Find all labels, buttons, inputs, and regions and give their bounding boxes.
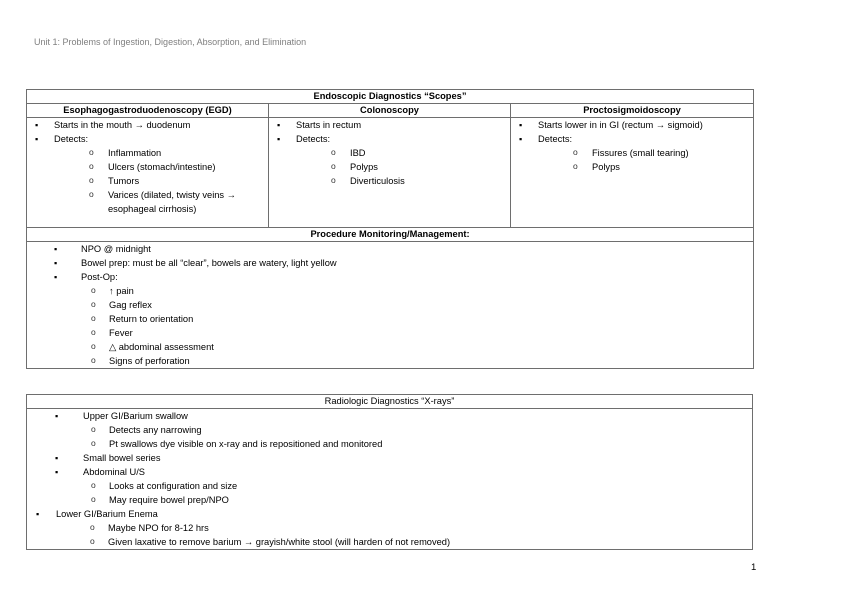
radiologic-title: Radiologic Diagnostics “X-rays” [27, 395, 753, 409]
list-item: o Inflammation [27, 146, 268, 160]
list-item: o Detects any narrowing [27, 423, 752, 437]
egd-list [27, 118, 268, 216]
list-item: o Pt swallows dye visible on x-ray and is repositioned and monitored [27, 437, 752, 451]
endoscopic-diagnostics-table [26, 89, 754, 369]
monitoring-cell [27, 242, 754, 369]
list-item: ▪ Upper GI/Barium swallow [27, 409, 752, 423]
list-item: o Diverticulosis [269, 174, 510, 188]
list-item: o Signs of perforation [27, 354, 753, 368]
list-item: o Looks at configuration and size [27, 479, 752, 493]
monitoring-title: Procedure Monitoring/Management: [27, 228, 754, 242]
list-item: ▪ Detects: [511, 132, 753, 146]
list-item: o May require bowel prep/NPO [27, 493, 752, 507]
list-item: ▪ Post-Op: [27, 270, 753, 284]
list-item: o Tumors [27, 174, 268, 188]
list-item: ▪ Bowel prep: must be all “clear”, bowels are watery, light yellow [27, 256, 753, 270]
colonoscopy-heading: Colonoscopy [269, 104, 511, 118]
list-item: o Gag reflex [27, 298, 753, 312]
list-item: o Fever [27, 326, 753, 340]
document-header: Unit 1: Problems of Ingestion, Digestion, Absorption, and Elimination [34, 37, 307, 47]
list-item: ▪ Starts lower in in GI (rectum → sigmoid) [511, 118, 753, 132]
list-item: ▪ Detects: [27, 132, 268, 146]
radiologic-list [27, 409, 752, 549]
list-item: o Varices (dilated, twisty veins → [27, 188, 268, 202]
list-item: ▪ Small bowel series [27, 451, 752, 465]
list-item: ▪ Abdominal U/S [27, 465, 752, 479]
colonoscopy-cell [269, 118, 511, 228]
page-number: 1 [751, 562, 757, 573]
proctosigmoidoscopy-cell [511, 118, 754, 228]
list-item: ▪ Starts in the mouth → duodenum [27, 118, 268, 132]
list-item: o Maybe NPO for 8-12 hrs [27, 521, 752, 535]
monitoring-list [27, 242, 753, 368]
list-item: o Ulcers (stomach/intestine) [27, 160, 268, 174]
endoscopic-title: Endoscopic Diagnostics “Scopes” [27, 90, 754, 104]
colonoscopy-list [269, 118, 510, 188]
egd-heading: Esophagogastroduodenoscopy (EGD) [27, 104, 269, 118]
proctosigmoidoscopy-heading: Proctosigmoidoscopy [511, 104, 754, 118]
list-item: o Polyps [269, 160, 510, 174]
list-item: o ↑ pain [27, 284, 753, 298]
list-item: ▪ NPO @ midnight [27, 242, 753, 256]
list-item: o Polyps [511, 160, 753, 174]
list-item: o △ abdominal assessment [27, 340, 753, 354]
radiologic-diagnostics-table [26, 394, 753, 550]
proctosigmoidoscopy-list [511, 118, 753, 174]
list-item: o IBD [269, 146, 510, 160]
list-item: ▪ Lower GI/Barium Enema [27, 507, 752, 521]
radiologic-cell [27, 409, 753, 550]
list-item: o Given laxative to remove barium → grayish/white stool (will harden of not removed) [27, 535, 752, 549]
list-item: ▪ Detects: [269, 132, 510, 146]
egd-cell [27, 118, 269, 228]
list-item-continuation: esophageal cirrhosis) [108, 204, 197, 214]
list-item: ▪ Starts in rectum [269, 118, 510, 132]
list-item: o Fissures (small tearing) [511, 146, 753, 160]
list-item: o Return to orientation [27, 312, 753, 326]
